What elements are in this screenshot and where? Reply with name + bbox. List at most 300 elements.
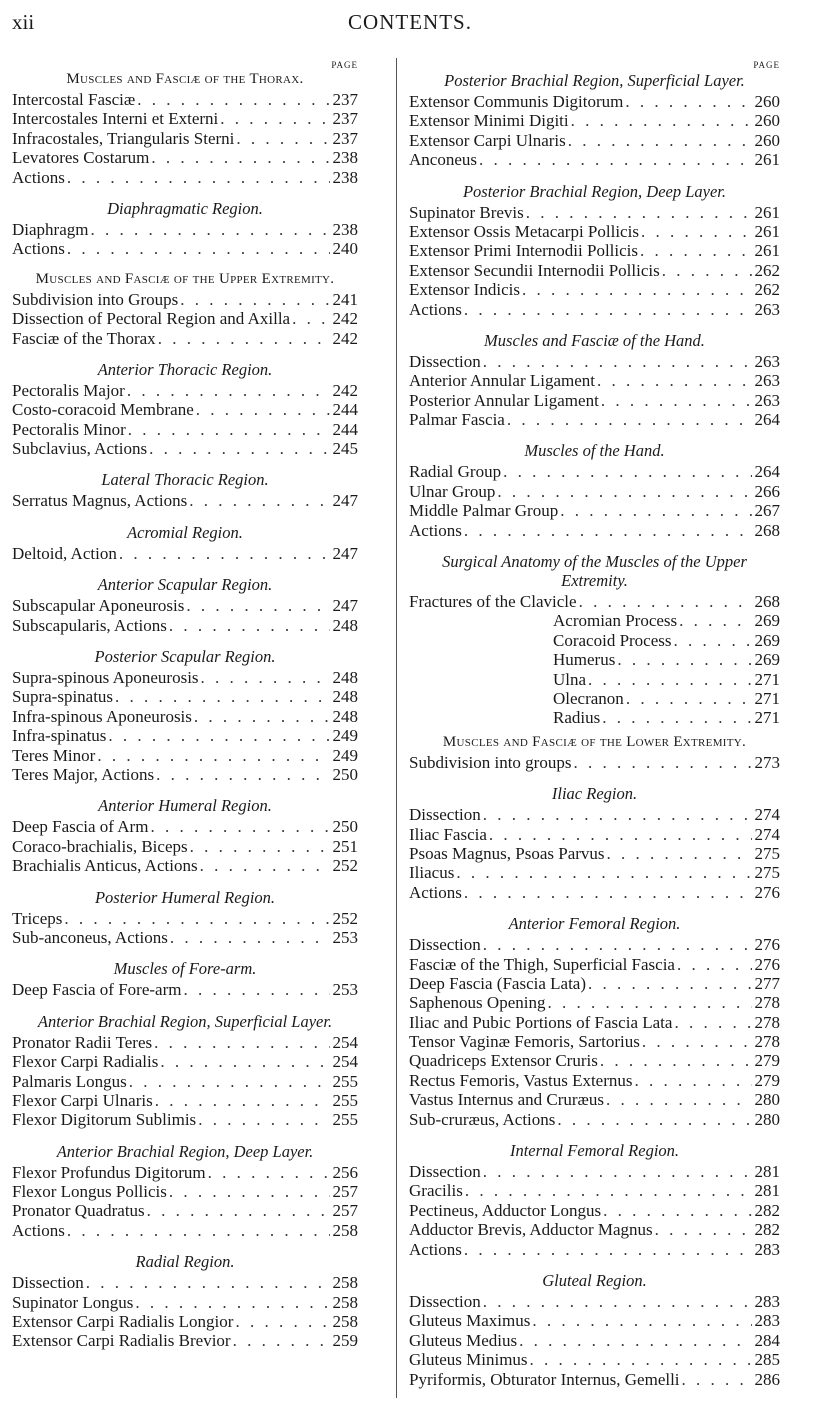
toc-entry [12,616,358,635]
toc-entry [12,1312,358,1331]
entry-title: Actions [12,239,65,259]
entry-page-number: 269 [754,630,780,650]
toc-entry [409,280,780,299]
toc-entry [12,381,358,400]
toc-entry [409,410,780,429]
toc-entry [409,1051,780,1070]
entry-title: Flexor Longus Pollicis [12,1182,167,1202]
toc-entry [409,1240,780,1259]
entry-title: Triceps [12,908,63,928]
toc-entry [409,150,780,169]
dot-leader [188,837,330,856]
entry-title: Extensor Ossis Metacarpi Pollicis [409,221,639,241]
entry-page-number: 283 [754,1291,780,1311]
entry-page-number: 244 [332,419,358,439]
toc-entry [409,352,780,371]
entry-title: Vastus Internus and Cruræus [409,1090,605,1110]
section-gap [12,1240,358,1246]
entry-title: Actions [409,1239,462,1259]
dot-leader [481,352,752,371]
dot-leader [290,309,330,328]
dot-leader [196,1110,330,1129]
dot-leader [545,993,752,1012]
section-gap [12,1130,358,1136]
section-gap [12,784,358,790]
entry-page-number: 282 [754,1220,780,1240]
entry-page-number: 257 [332,1182,358,1202]
toc-entry [409,670,780,689]
entry-title: Extensor Carpi Ulnaris [409,130,566,150]
dot-leader [168,928,330,947]
toc-entry [409,883,780,902]
entry-title: Pectoralis Major [12,380,125,400]
dot-leader [566,131,752,150]
toc-entry [409,203,780,222]
entry-page-number: 277 [754,973,780,993]
dot-leader [604,1090,752,1109]
toc-entry [409,1311,780,1330]
entry-page-number: 252 [332,908,358,928]
entry-title: Adductor Brevis, Adductor Magnus [409,1220,653,1240]
dot-leader [192,707,330,726]
entry-title: Fractures of the Clavicle [409,592,577,612]
entry-page-number: 281 [754,1162,780,1182]
section-heading: Muscles and Fasciæ of the Lower Extremity. [442,733,747,750]
toc-entry [409,521,780,540]
dot-leader [462,1240,752,1259]
dot-leader [181,980,330,999]
entry-page-number: 260 [754,92,780,111]
entry-title: Olecranon [553,688,624,708]
entry-page-number: 276 [754,882,780,902]
toc-entry [409,689,780,708]
page-column-label: PAGE [331,60,358,70]
entry-title: Iliac Fascia [409,824,487,844]
entry-page-number: 238 [332,167,358,187]
entry-page-number: 242 [332,328,358,348]
entry-page-number: 261 [754,221,780,241]
toc-entry [409,92,780,111]
section-gap [409,429,780,435]
entry-page-number: 281 [754,1181,780,1201]
entry-page-number: 282 [754,1200,780,1220]
section-heading: Anterior Scapular Region. [97,575,273,595]
section-heading: Muscles and Fasciæ of the Upper Extremity. [35,270,335,287]
dot-leader [463,1181,752,1200]
entry-title: Deltoid, Action [12,543,117,563]
entry-page-number: 241 [332,289,358,309]
toc-entry [409,1201,780,1220]
toc-entry [409,844,780,863]
section-heading: Iliac Region. [551,784,638,804]
entry-page-number: 258 [332,1220,358,1240]
entry-page-number: 255 [332,1071,358,1091]
entry-page-number: 258 [332,1312,358,1332]
entry-title: Subclavius, Actions [12,439,148,459]
entry-title: Extensor Secundii Internodii Pollicis [409,260,660,280]
entry-title: Sub-anconeus, Actions [12,927,168,947]
dot-leader [117,544,330,563]
dot-leader [198,856,330,875]
dot-leader [154,765,330,784]
dot-leader [680,1370,752,1389]
entry-page-number: 244 [332,400,358,420]
section-gap [409,1259,780,1265]
entry-page-number: 251 [332,836,358,856]
dot-leader [462,300,752,319]
entry-page-number: 247 [332,543,358,563]
column-divider [396,58,397,1398]
dot-leader [462,883,752,902]
dot-leader [125,381,330,400]
dot-leader [624,689,752,708]
entry-page-number: 264 [754,462,780,482]
entry-title: Extensor Carpi Radialis Longior [12,1312,234,1332]
section-gap [12,635,358,641]
entry-page-number: 278 [754,1012,780,1032]
entry-title: Middle Palmar Group [409,501,559,521]
toc-entry [12,1182,358,1201]
entry-title: Extensor Carpi Radialis Brevior [12,1331,231,1351]
entry-page-number: 280 [754,1090,780,1110]
entry-title: Extensor Primi Internodii Pollicis [409,241,639,261]
entry-page-number: 263 [754,299,780,319]
toc-entry [12,148,358,167]
entry-page-number: 269 [754,650,780,670]
section-gap [409,772,780,778]
entry-page-number: 271 [754,708,780,728]
entry-title: Subdivision into Groups [12,289,179,309]
entry-title: Coraco-brachialis, Biceps [12,836,188,856]
section-heading: Anterior Femoral Region. [508,914,681,934]
entry-page-number: 262 [754,260,780,280]
entry-title: Diaphragm [12,219,89,239]
section-gap [409,170,780,176]
entry-page-number: 237 [332,90,358,109]
section-heading: Posterior Brachial Region, Superficial Layer. [444,71,745,90]
section-heading: Muscles of the Hand. [524,441,665,461]
entry-title: Gluteus Medius [409,1330,518,1350]
entry-page-number: 245 [332,439,358,459]
section-heading: Acromial Region. [127,522,243,542]
entry-page-number: 263 [754,351,780,371]
dot-leader [495,482,752,501]
toc-entry [409,1110,780,1129]
dot-leader [199,668,330,687]
toc-entry [12,687,358,706]
entry-title: Pectoralis Minor [12,419,126,439]
entry-title: Dissection [12,1273,84,1293]
toc-entry [409,300,780,319]
dot-leader [62,909,330,928]
section-heading: Anterior Humeral Region. [98,796,272,816]
entry-title: Supinator Brevis [409,202,524,222]
entry-title: Infra-spinous Aponeurosis [12,706,192,726]
dot-leader [598,1051,752,1070]
toc-entry [12,1273,358,1292]
entry-page-number: 249 [332,726,358,746]
dot-leader [569,111,752,130]
entry-page-number: 255 [332,1110,358,1130]
dot-leader [639,222,752,241]
toc-entry [409,222,780,241]
section-gap [12,511,358,517]
entry-title: Dissection [409,1162,481,1182]
section-gap [12,876,358,882]
section-heading: Radial Region. [135,1252,235,1272]
section-heading: Anterior Brachial Region, Superficial Layer. [37,1011,333,1031]
toc-entry [409,131,780,150]
toc-entry [12,1091,358,1110]
entry-page-number: 254 [332,1052,358,1072]
entry-page-number: 279 [754,1070,780,1090]
toc-entry [12,1293,358,1312]
dot-leader [481,1162,752,1181]
toc-entry [12,544,358,563]
dot-leader [577,592,752,611]
entry-title: Palmaris Longus [12,1071,127,1091]
entry-page-number: 262 [754,280,780,300]
entry-title: Rectus Femoris, Vastus Externus [409,1070,633,1090]
toc-entry [409,1013,780,1032]
section-heading: Internal Femoral Region. [509,1141,680,1161]
toc-entry [409,462,780,481]
toc-entry [409,482,780,501]
left-column [12,60,358,1357]
dot-leader [633,1071,752,1090]
section-heading: Posterior Humeral Region. [94,887,276,907]
dot-leader [595,371,752,390]
entry-title: Supinator Longus [12,1292,134,1312]
entry-title: Sub-cruræus, Actions [409,1109,556,1129]
dot-leader [148,817,330,836]
dot-leader [95,746,330,765]
entry-title: Subscapularis, Actions [12,615,167,635]
entry-title: Ulnar Group [409,481,496,501]
dot-leader [605,844,752,863]
entry-page-number: 280 [754,1109,780,1129]
section-gap [409,1129,780,1135]
dot-leader [84,1273,330,1292]
running-title: CONTENTS. [348,10,472,34]
entry-title: Extensor Minimi Digiti [409,111,569,131]
toc-entry [409,371,780,390]
toc-entry [409,993,780,1012]
entry-page-number: 263 [754,390,780,410]
toc-entry [12,746,358,765]
toc-entry [12,439,358,458]
entry-title: Subscapular Aponeurosis [12,596,185,616]
section-gap [12,187,358,193]
toc-entry [12,1033,358,1052]
dot-leader [153,1091,330,1110]
entry-page-number: 253 [332,980,358,1000]
section-gap [12,947,358,953]
entry-page-number: 275 [754,843,780,863]
dot-leader [487,825,752,844]
toc-entry [409,708,780,727]
dot-leader [528,1350,752,1369]
toc-entry [409,1181,780,1200]
toc-entry [409,1370,780,1389]
dot-leader [599,391,752,410]
dot-leader [152,1033,330,1052]
entry-page-number: 268 [754,520,780,540]
toc-entry [12,239,358,258]
entry-title: Supra-spinous Aponeurosis [12,668,199,688]
section-heading: Lateral Thoracic Region. [101,470,269,490]
dot-leader [501,462,752,481]
toc-entry [12,707,358,726]
dot-leader [126,420,330,439]
toc-entry [12,1201,358,1220]
entry-title: Pronator Quadratus [12,1201,145,1221]
entry-page-number: 271 [754,669,780,689]
toc-entry [12,1052,358,1071]
entry-title: Subdivision into groups [409,752,572,772]
dot-leader [555,1110,752,1129]
toc-entry [409,1090,780,1109]
toc-entry [409,863,780,882]
section-heading: Diaphragmatic Region. [107,198,263,218]
dot-leader [653,1220,752,1239]
toc-entry [12,980,358,999]
section-heading: Gluteal Region. [542,1270,647,1290]
toc-entry [409,261,780,280]
entry-title: Acromian Process [553,611,678,631]
toc-entry [409,650,780,669]
dot-leader [234,129,330,148]
dot-leader [524,203,752,222]
entry-page-number: 248 [332,706,358,726]
toc-entry [409,1032,780,1051]
entry-page-number: 242 [332,380,358,400]
entry-title: Gluteus Maximus [409,1311,531,1331]
entry-page-number: 276 [754,935,780,955]
dot-leader [505,410,752,429]
dot-leader [481,805,752,824]
entry-title: Iliacus [409,863,455,883]
entry-page-number: 248 [332,687,358,707]
toc-entry [12,168,358,187]
section-heading: Muscles and Fasciæ of the Thorax. [66,71,304,87]
entry-title: Flexor Carpi Ulnaris [12,1090,153,1110]
toc-entry [12,1072,358,1091]
toc-entry [12,817,358,836]
section-gap [409,540,780,546]
dot-leader [675,955,752,974]
section-gap [12,259,358,265]
dot-leader [660,261,752,280]
dot-leader [167,1182,330,1201]
entry-title: Dissection [409,935,481,955]
entry-page-number: 238 [332,148,358,168]
toc-entry [409,1162,780,1181]
toc-entry [12,109,358,128]
toc-entry [409,1350,780,1369]
section-heading: Surgical Anatomy of the Muscles of the Upper Extremity. [442,552,747,591]
entry-page-number: 258 [332,1273,358,1293]
entry-page-number: 284 [754,1330,780,1350]
section-heading: Muscles and Fasciæ of the Hand. [484,330,705,350]
dot-leader [65,239,330,258]
entry-title: Gracilis [409,1181,463,1201]
dot-leader [638,241,752,260]
entry-title: Pectineus, Adductor Longus [409,1200,602,1220]
toc-entry [409,1071,780,1090]
entry-page-number: 278 [754,993,780,1013]
entry-page-number: 247 [332,491,358,511]
dot-leader [517,1331,752,1350]
toc-entry [409,1292,780,1311]
toc-entry [12,290,358,309]
toc-entry [12,837,358,856]
entry-title: Actions [409,299,462,319]
dot-leader [481,1292,752,1311]
toc-entry [409,955,780,974]
entry-page-number: 252 [332,856,358,876]
entry-title: Flexor Digitorum Sublimis [12,1110,197,1130]
section-gap [12,348,358,354]
dot-leader [477,150,752,169]
entry-page-number: 247 [332,596,358,616]
toc-entry [12,1221,358,1240]
dot-leader [187,491,330,510]
entry-title: Deep Fascia (Fascia Lata) [409,973,586,993]
dot-leader [586,974,752,993]
dot-leader [672,1013,752,1032]
dot-leader [454,863,752,882]
entry-title: Intercostales Interni et Externi [12,109,219,129]
dot-leader [133,1293,330,1312]
entry-title: Radius [553,708,601,728]
dot-leader [623,92,752,111]
entry-page-number: 274 [754,805,780,825]
section-gap [12,458,358,464]
entry-title: Teres Major, Actions [12,764,155,784]
entry-title: Ulna [553,669,587,689]
section-gap [409,902,780,908]
toc-entry [12,856,358,875]
section-gap [12,1351,358,1357]
toc-entry [12,90,358,109]
entry-title: Levatores Costarum [12,148,150,168]
dot-leader [233,1312,330,1331]
dot-leader [147,439,330,458]
entry-page-number: 250 [332,764,358,784]
entry-title: Fasciæ of the Thorax [12,328,156,348]
entry-page-number: 254 [332,1032,358,1052]
entry-page-number: 248 [332,668,358,688]
entry-title: Pyriformis, Obturator Internus, Gemelli [409,1369,680,1389]
entry-title: Quadriceps Extensor Cruris [409,1051,598,1071]
entry-title: Extensor Communis Digitorum [409,92,624,111]
dot-leader [88,220,330,239]
entry-page-number: 237 [332,128,358,148]
section-heading: Anterior Thoracic Region. [97,359,273,379]
entry-title: Coracoid Process [553,630,672,650]
toc-entry [12,309,358,328]
entry-title: Costo-coracoid Membrane [12,400,194,420]
section-heading: Posterior Brachial Region, Deep Layer. [462,181,727,201]
dot-leader [135,90,330,109]
dot-leader [600,708,752,727]
entry-page-number: 263 [754,371,780,391]
section-gap [409,1389,780,1395]
entry-title: Flexor Carpi Radialis [12,1052,159,1072]
dot-leader [194,400,330,419]
toc-entry [409,1220,780,1239]
